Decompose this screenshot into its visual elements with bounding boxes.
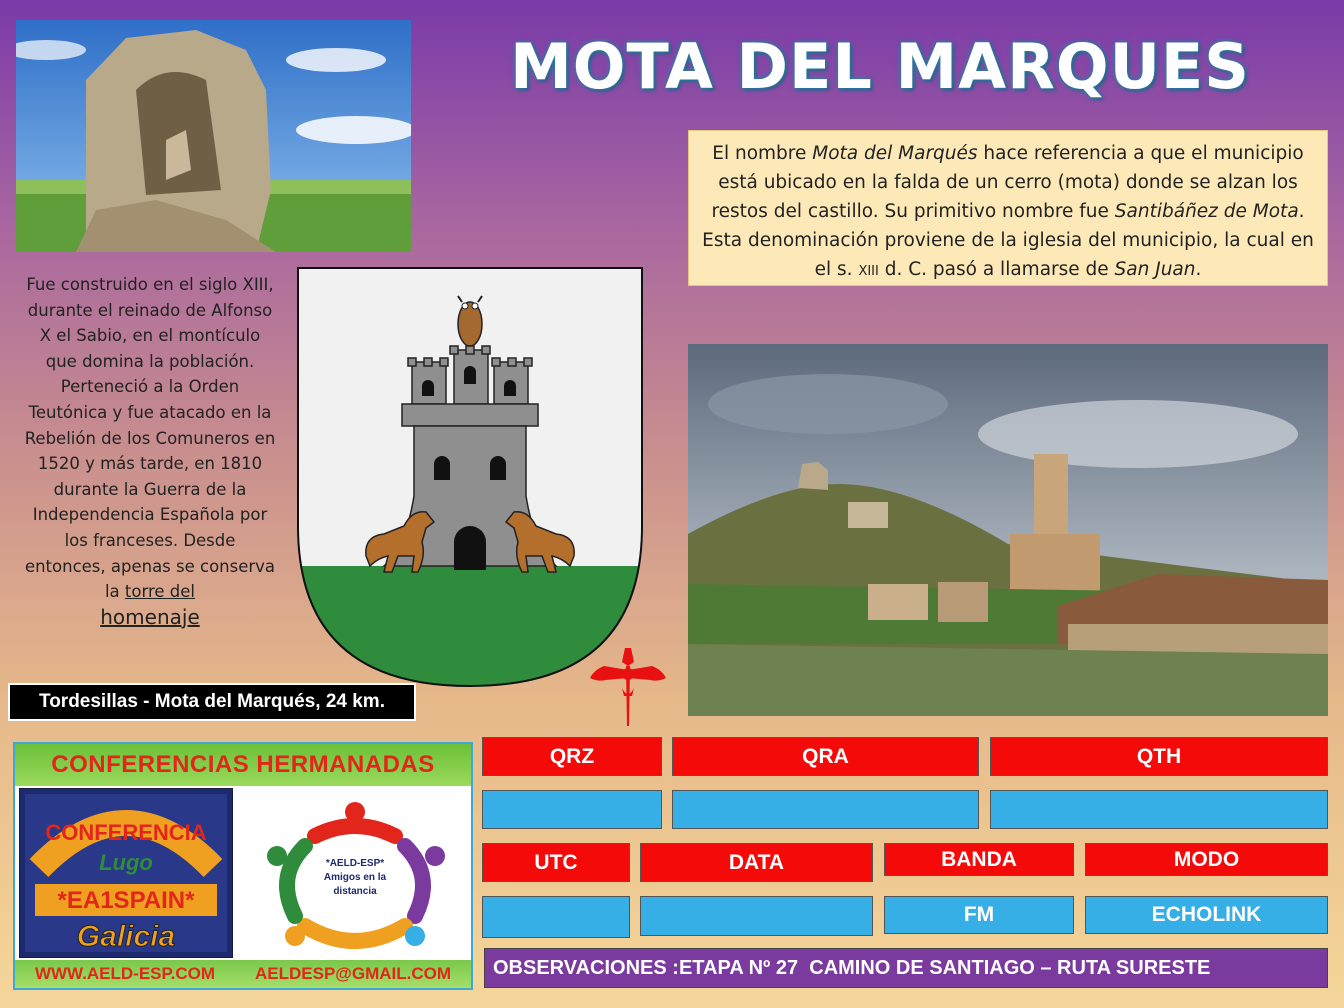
conference-footer: [15, 960, 471, 988]
conference-panel: [13, 742, 473, 990]
observations-value: ETAPA Nº 27 CAMINO DE SANTIAGO – RUTA SURESTE: [678, 956, 1211, 979]
qra-field[interactable]: [672, 790, 979, 829]
intro-text-box: [688, 130, 1328, 286]
intro-saint-name: San Juan: [1114, 259, 1196, 280]
observations-bar: [484, 948, 1328, 988]
qra-header: QRA: [672, 737, 979, 776]
castle-ruin-photo: [16, 20, 411, 252]
utc-header: UTC: [482, 843, 630, 882]
qth-header: QTH: [990, 737, 1328, 776]
intro-town-name: Mota del Marqués: [812, 143, 978, 164]
website-link[interactable]: WWW.AELD-ESP.COM: [34, 964, 216, 983]
santiago-cross-icon: [588, 648, 668, 726]
town-landscape-photo: [688, 344, 1328, 716]
modo-header: MODO: [1085, 843, 1328, 876]
aeld-logo-name: *AELD-ESP*: [325, 858, 385, 869]
qth-field[interactable]: [990, 790, 1328, 829]
intro-text-4: d. C. pasó a llamarse de: [878, 259, 1115, 280]
intro-text-5: .: [1195, 259, 1202, 280]
modo-field[interactable]: ECHOLINK: [1085, 896, 1328, 934]
utc-field[interactable]: [482, 896, 630, 938]
qrz-header: QRZ: [482, 737, 662, 776]
lugo-logo-conferencia: CONFERENCIA: [45, 820, 207, 845]
intro-old-name: Santibáñez de Mota: [1114, 201, 1299, 222]
coat-of-arms: [294, 266, 646, 688]
history-body: Fue construido en el siglo XIII, durante el reinado de Alfonso X el Sabio, en el montículo que domina la población. Perteneció a la Orden Teutónica y fue atacado en la Rebelión de los Comuneros en 1520 y más tarde, en 1810 durante la Guerra de la Independencia Española por los franceses. Desde entonces, apenas se conserva la: [24, 275, 276, 602]
observations-label: OBSERVACIONES :: [493, 956, 679, 979]
data-header: DATA: [640, 843, 873, 882]
route-label: Tordesillas - Mota del Marqués, 24 km.: [8, 683, 416, 721]
aeld-logo: [255, 796, 455, 956]
data-field[interactable]: [640, 896, 873, 936]
intro-text-3: . Esta denominación proviene de la iglesia del municipio, la cual en el s.: [702, 201, 1314, 280]
lugo-conference-logo: [19, 788, 233, 958]
intro-text-1: El nombre: [712, 143, 813, 164]
intro-text-2: hace referencia a que el municipio está ubicado en la falda de un cerro (mota) donde se alzan los restos del castillo. Su primitivo nombre fue: [711, 143, 1304, 222]
history-text: [22, 272, 278, 631]
lugo-logo-lugo: Lugo: [99, 850, 153, 875]
conference-header: CONFERENCIAS HERMANADAS: [15, 744, 471, 786]
aeld-logo-tagline-2: distancia: [333, 886, 377, 897]
tower-link-part2[interactable]: homenaje: [100, 604, 200, 629]
tower-link-part1[interactable]: torre del: [124, 582, 196, 602]
lugo-logo-callsign: *EA1SPAIN*: [57, 887, 195, 914]
banda-field[interactable]: FM: [884, 896, 1074, 934]
qrz-field[interactable]: [482, 790, 662, 829]
page-title: MOTA DEL MARQUES: [510, 30, 1250, 103]
banda-header: BANDA: [884, 843, 1074, 876]
lugo-logo-galicia: Galicia: [76, 920, 176, 953]
aeld-logo-tagline-1: Amigos en la: [323, 872, 387, 883]
intro-century: XIII: [858, 264, 879, 279]
email-link[interactable]: AELDESP@GMAIL.COM: [254, 964, 452, 983]
